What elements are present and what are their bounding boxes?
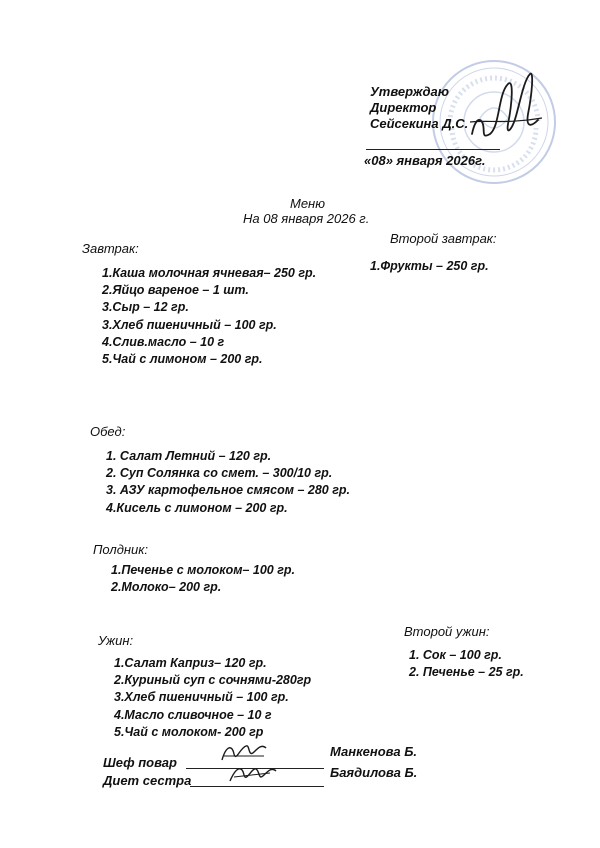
list-item: 2.Яйцо вареное – 1 шт. bbox=[102, 283, 249, 298]
list-item: 2. Печенье – 25 гр. bbox=[409, 665, 524, 680]
list-item: 2.Молоко– 200 гр. bbox=[111, 580, 222, 595]
nurse-name: Баядилова Б. bbox=[330, 765, 418, 780]
list-item: 4.Слив.масло – 10 г bbox=[102, 334, 225, 349]
director-signature bbox=[468, 64, 544, 154]
second-breakfast-heading: Второй завтрак: bbox=[390, 231, 497, 246]
list-item: 1.Фрукты – 250 гр. bbox=[370, 259, 489, 273]
menu-title: Меню bbox=[290, 196, 325, 211]
list-item: 2.Куриный суп с сочнями-280гр bbox=[114, 673, 312, 688]
list-item: 4.Кисель с лимоном – 200 гр. bbox=[106, 500, 288, 515]
list-item: 2. Суп Солянка со смет. – 300/10 гр. bbox=[106, 466, 333, 481]
breakfast-heading: Завтрак: bbox=[82, 241, 139, 256]
snack-list bbox=[111, 562, 295, 596]
list-item: 3. АЗУ картофельное смясом – 280 гр. bbox=[106, 483, 350, 498]
snack-heading: Полдник: bbox=[93, 542, 149, 557]
list-item: 5.Чай с лимоном – 200 гр. bbox=[102, 352, 263, 367]
list-item: 3.Хлеб пшеничный – 100 гр. bbox=[102, 317, 277, 332]
dinner-heading: Ужин: bbox=[98, 633, 134, 648]
breakfast-list bbox=[102, 265, 316, 368]
list-item: 1. Салат Летний – 120 гр. bbox=[106, 449, 272, 463]
list-item: 3.Сыр – 12 гр. bbox=[102, 300, 189, 315]
list-item: 5.Чай с молоком- 200 гр bbox=[114, 724, 264, 739]
approval-block bbox=[370, 84, 468, 132]
chef-role: Шеф повар bbox=[103, 755, 177, 770]
nurse-signature bbox=[226, 757, 278, 787]
approval-line2: Директор bbox=[370, 100, 437, 115]
list-item: 1.Каша молочная ячневая– 250 гр. bbox=[102, 266, 317, 280]
second-dinner-list bbox=[409, 647, 524, 681]
nurse-role: Диет сестра bbox=[103, 773, 192, 788]
approval-date: «08» января 2026г. bbox=[364, 153, 486, 168]
list-item: 4.Масло сливочное – 10 г bbox=[114, 707, 272, 722]
second-dinner-heading: Второй ужин: bbox=[404, 624, 490, 639]
chef-name: Манкенова Б. bbox=[330, 744, 418, 759]
list-item: 3.Хлеб пшеничный – 100 гр. bbox=[114, 690, 289, 705]
dinner-list bbox=[114, 655, 311, 741]
menu-date: На 08 января 2026 г. bbox=[243, 211, 370, 226]
approval-underline bbox=[366, 149, 500, 150]
approval-line1: Утверждаю bbox=[370, 84, 449, 99]
second-breakfast-list bbox=[370, 258, 489, 275]
list-item: 1.Печенье с молоком– 100 гр. bbox=[111, 563, 295, 577]
list-item: 1. Сок – 100 гр. bbox=[409, 648, 502, 662]
list-item: 1.Салат Каприз– 120 гр. bbox=[114, 656, 267, 670]
lunch-list bbox=[106, 448, 350, 517]
lunch-heading: Обед: bbox=[90, 424, 126, 439]
approval-line3: Сейсекина Д.С. bbox=[370, 116, 469, 131]
